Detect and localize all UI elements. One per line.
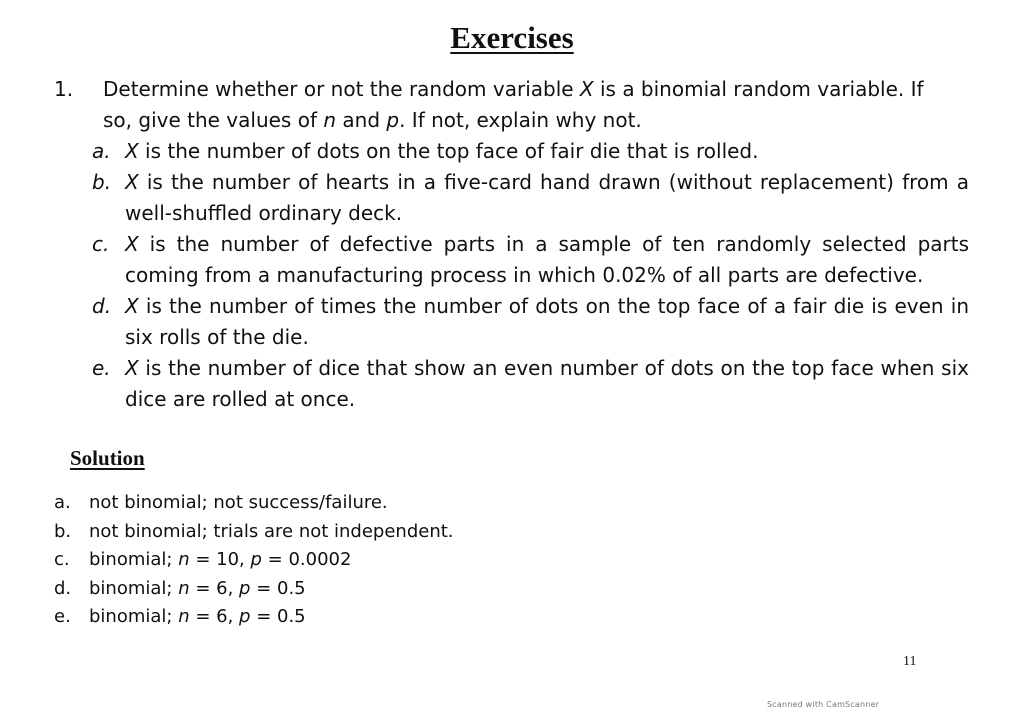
page-title [0,18,1024,58]
page-title-text: Exercises [450,20,574,55]
answer-prefix: binomial; [89,549,179,570]
question-item-text: is the number of defective parts in a sample of ten randomly selected parts coming from a manufacturing process in which 0.02% of all parts are defective. [125,232,969,287]
answer-c [54,546,454,575]
answer-p-symbol: p [250,549,262,570]
question-item-text: is the number of times the number of dots on the top face of a fair die is even in six rolls of the die. [125,294,969,349]
answer-prefix: binomial; [89,577,179,599]
answer-p-value: = 0.5 [250,577,306,599]
question-variable: X [579,77,594,101]
answer-b [54,518,454,547]
answer-text: not binomial; not success/failure. [89,492,388,513]
question-item-letter: e. [92,356,111,380]
question-item-b [92,167,969,229]
answer-p-symbol: p [239,577,251,599]
question-p-symbol: p [386,108,400,132]
question-item-e [92,353,969,415]
answer-n-value: = 10, [189,549,251,570]
question-and-text: and [336,108,387,132]
answer-text: not binomial; trials are not independent. [89,520,454,542]
question-items [92,136,969,415]
solution-answers [54,489,454,632]
question-number: 1. [54,77,74,101]
question-item-variable: X [125,356,139,380]
question-prompt-part-4: . If not, explain why not. [399,108,642,132]
scanner-watermark: Scanned with CamScanner [767,700,880,709]
answer-letter: c. [54,549,70,570]
answer-letter: e. [54,606,71,627]
answer-letter: d. [54,577,72,599]
page-number: 11 [903,654,917,669]
answer-n-symbol: n [178,577,190,599]
question-prompt-part-1: Determine whether or not the random variable [103,77,580,101]
answer-d [54,575,454,604]
answer-n-symbol: n [178,549,190,570]
answer-p-value: = 0.5 [250,606,306,627]
question-item-text: is the number of dice that show an even number of dots on the top face when six dice are rolled at once. [125,356,969,411]
answer-a [54,489,454,518]
question-item-text: is the number of hearts in a five-card hand drawn (without replacement) from a well-shuffled ordinary deck. [125,170,969,225]
question-prompt-part-3: so, give the values of [103,108,324,132]
answer-prefix: binomial; [89,606,179,627]
solution-heading: Solution [70,446,145,470]
question-item-variable: X [125,232,139,256]
answer-n-symbol: n [178,606,190,627]
question-item-letter: c. [92,232,110,256]
question-item-letter: a. [92,139,111,163]
question-item-text: is the number of dots on the top face of fair die that is rolled. [138,139,759,163]
question-item-variable: X [125,139,139,163]
question-item-d [92,291,969,353]
question-prompt [103,74,969,136]
answer-letter: b. [54,520,72,542]
question-n-symbol: n [323,108,337,132]
answer-letter: a. [54,492,71,513]
question-item-variable: X [125,294,139,318]
question-item-variable: X [125,170,139,194]
answer-e [54,603,454,632]
question-item-c [92,229,969,291]
answer-n-value: = 6, [189,577,240,599]
question-item-letter: d. [92,294,112,318]
question-item-a [92,136,969,167]
question-item-letter: b. [92,170,112,194]
answer-n-value: = 6, [189,606,240,627]
answer-p-symbol: p [239,606,251,627]
answer-p-value: = 0.0002 [261,549,352,570]
question-prompt-part-2: is a binomial random variable. If [593,77,924,101]
